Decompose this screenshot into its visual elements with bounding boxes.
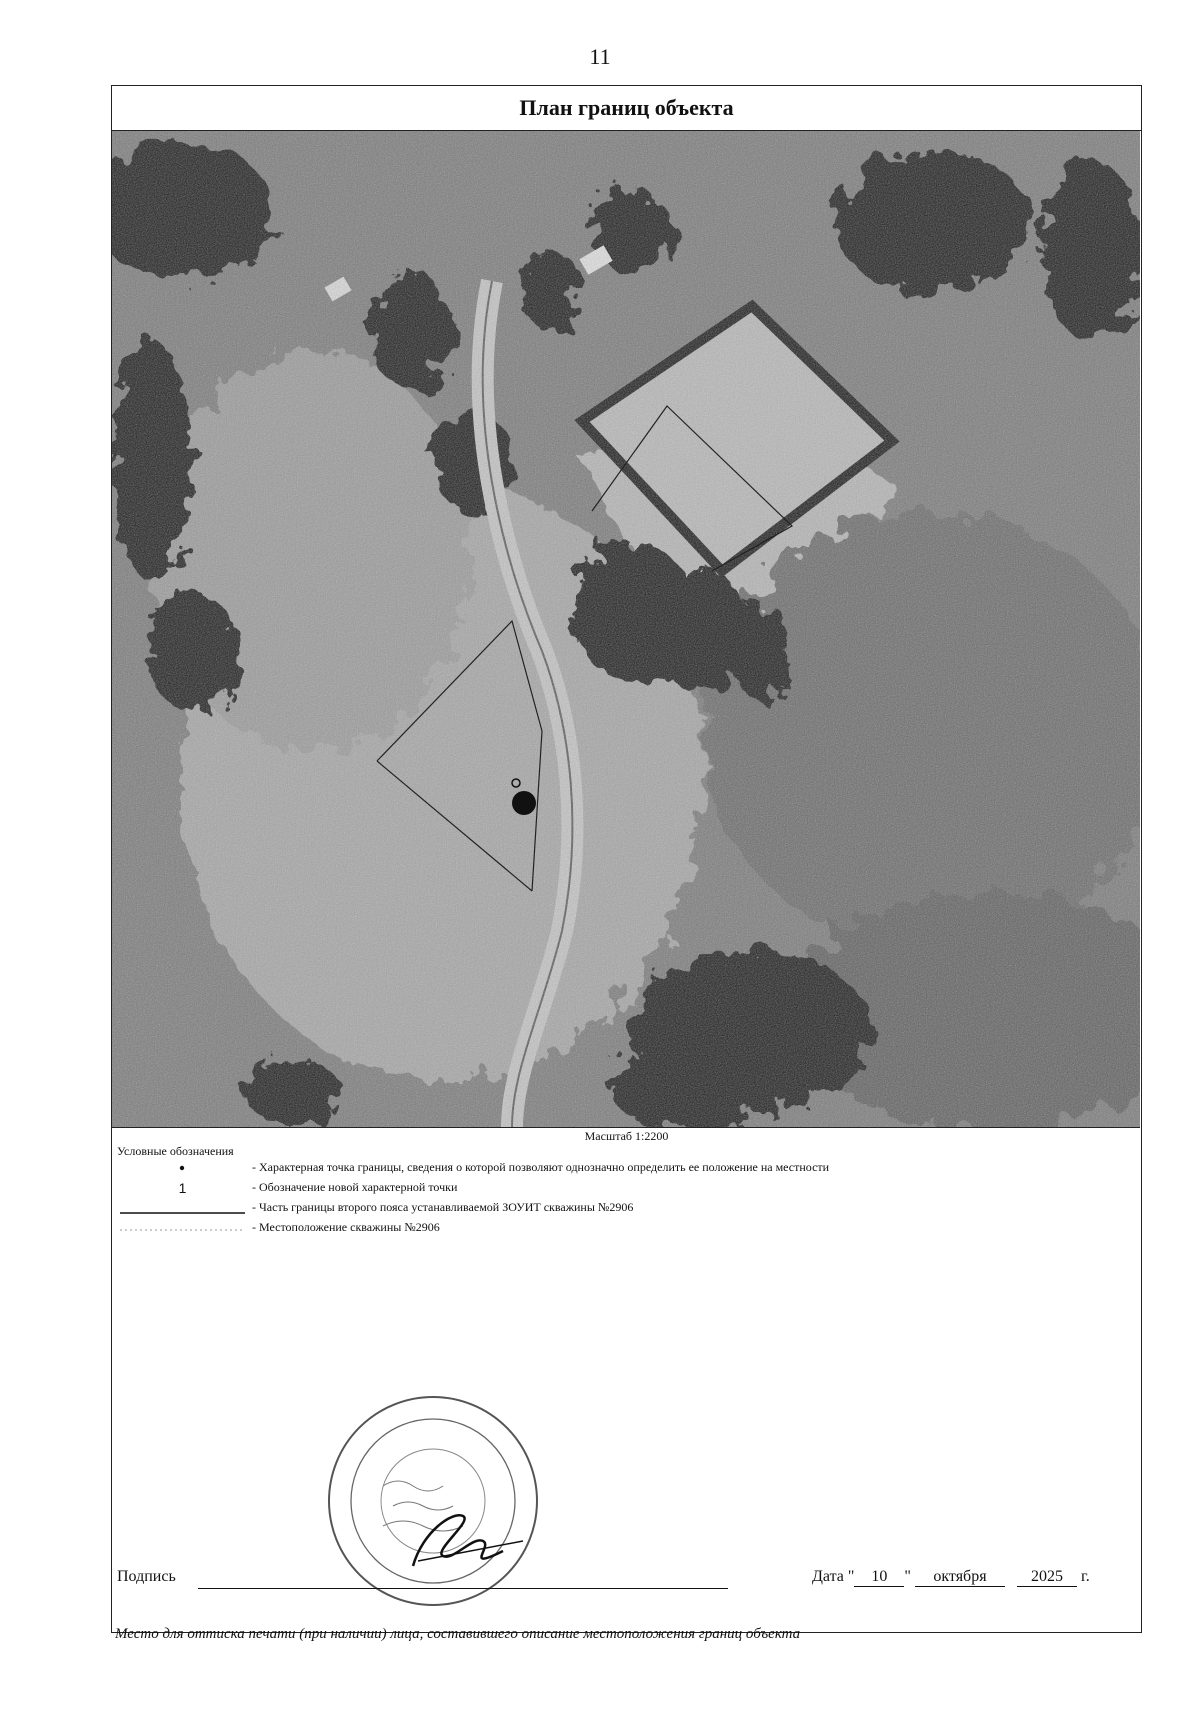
legend-label: - Характерная точка границы, сведения о которой позволяют однозначно определить ее положение на местности bbox=[252, 1160, 830, 1174]
legend-title: Условные обозначения bbox=[117, 1144, 234, 1158]
legend-label: - Часть границы второго пояса устанавливаемой ЗОУИТ скважины №2906 bbox=[252, 1200, 634, 1214]
document-frame bbox=[111, 85, 1142, 1642]
date-month: октября bbox=[915, 1568, 1005, 1587]
legend-item-boundary bbox=[112, 1198, 1112, 1218]
signature-line bbox=[198, 1588, 728, 1589]
satellite-map bbox=[112, 131, 1140, 1128]
date-label: Дата bbox=[812, 1568, 844, 1585]
page-number: 11 bbox=[589, 44, 611, 69]
signature-label: Подпись bbox=[117, 1568, 176, 1585]
solid-line-symbol-icon bbox=[120, 1198, 245, 1218]
legend-item-well bbox=[112, 1218, 1112, 1238]
dotted-line-symbol-icon bbox=[120, 1218, 245, 1238]
legend-item-characteristic-point bbox=[112, 1158, 1112, 1178]
stamp-place-note: Место для оттиска печати (при наличии) лица, составившего описание местоположения границ объекта bbox=[115, 1626, 801, 1642]
map-scale: Масштаб 1:2200 bbox=[584, 1129, 669, 1143]
aerial-image bbox=[112, 131, 1140, 1127]
legend-label: - Местоположение скважины №2906 bbox=[252, 1220, 440, 1234]
seal-stamp-icon bbox=[323, 1391, 543, 1616]
dot-symbol-icon bbox=[120, 1158, 245, 1178]
legend-label: - Обозначение новой характерной точки bbox=[252, 1180, 458, 1194]
document-title: План границ объекта bbox=[112, 86, 1141, 131]
date-year: 2025 bbox=[1017, 1568, 1077, 1587]
point-number-symbol: 1 bbox=[178, 1180, 187, 1196]
legend-item-new-point bbox=[112, 1178, 1112, 1198]
date-field: Дата " 10 " октября 2025 г. bbox=[812, 1568, 1090, 1585]
date-year-suffix: г. bbox=[1080, 1568, 1090, 1585]
date-day: 10 bbox=[854, 1568, 904, 1587]
